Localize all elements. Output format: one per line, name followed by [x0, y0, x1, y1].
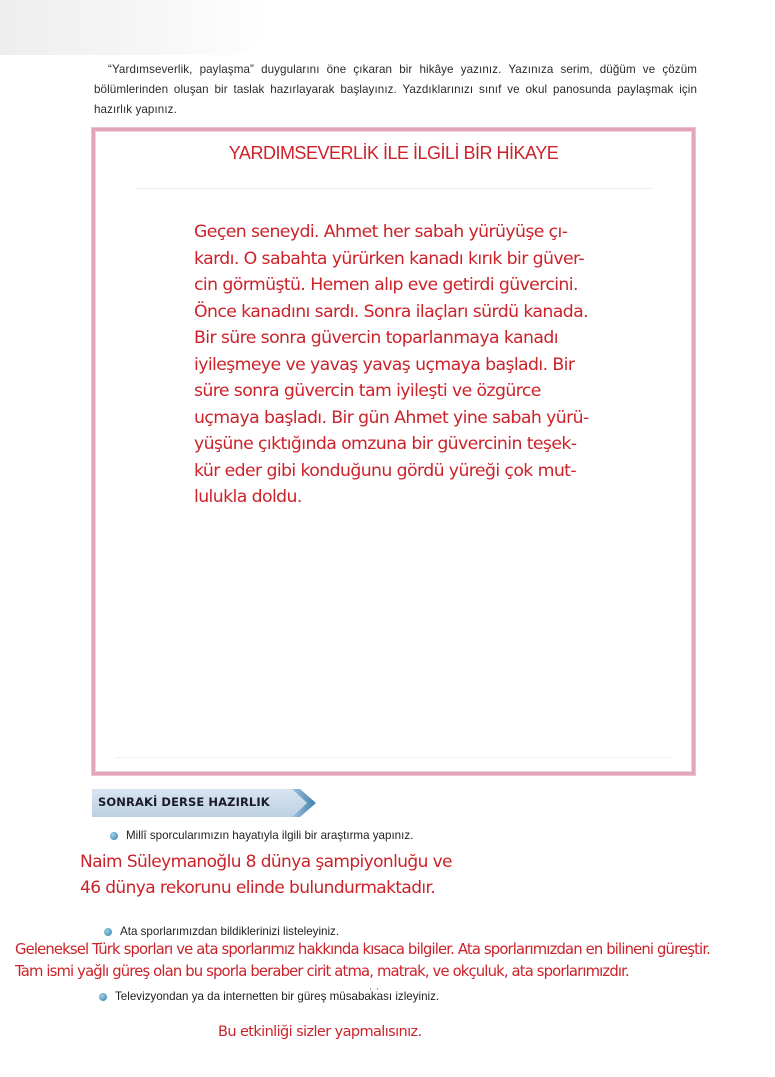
story-frame: [92, 128, 695, 775]
story-line: iyileşmeye ve yavaş yavaş uçmaya başladı. Bir: [194, 354, 575, 375]
task-item: [110, 829, 413, 842]
bullet-icon: [110, 832, 118, 840]
answer-text: [80, 849, 452, 901]
bullet-icon: [104, 928, 112, 936]
task-text: Ata sporlarımızdan bildiklerinizi listeleyiniz.: [120, 925, 340, 938]
answer-line: Tam ismi yağlı güreş olan bu sporla beraber cirit atma, matrak, ve okçuluk, ata sporlarımızdır.: [15, 963, 629, 980]
section-heading: SONRAKİ DERSE HAZIRLIK: [98, 795, 270, 809]
story-line: cin görmüştü. Hemen alıp eve getirdi güvercini.: [194, 275, 578, 295]
answer-text: Bu etkinliği sizler yapmalısınız.: [218, 1024, 422, 1040]
answer-line: Geleneksel Türk sporları ve ata sporlarımız hakkında kısaca bilgiler. Ata sporlarımızdan en bilineni güreştir.: [15, 941, 711, 958]
title-divider: [135, 188, 652, 189]
story-line: Önce kanadını sardı. Sonra ilaçları sürdü kanada.: [194, 301, 589, 322]
task-item: [104, 925, 339, 938]
frame-bottom-rule: [115, 757, 672, 758]
story-line: süre sonra güvercin tam iyileşti ve özgürce: [194, 381, 541, 401]
page-corner-shadow: [0, 0, 270, 55]
story-text: [194, 219, 632, 511]
task-text: Televizyondan ya da internetten bir güreş müsabakası izleyiniz.: [115, 990, 440, 1003]
story-line: kardı. O sabahta yürürken kanadı kırık bir güver-: [194, 248, 585, 269]
story-line: lulukla doldu.: [194, 487, 302, 507]
story-line: Geçen seneydi. Ahmet her sabah yürüyüşe çı-: [194, 222, 568, 242]
answer-text: [15, 939, 710, 983]
task-item: [99, 990, 439, 1003]
story-line: yüşüne çıktığında omzuna bir güvercinin teşek-: [194, 434, 577, 454]
bullet-icon: [99, 993, 107, 1001]
answer-line: 46 dünya rekorunu elinde bulundurmaktadır.: [80, 878, 436, 898]
writing-instruction: “Yardımseverlik, paylaşma” duygularını öne çıkaran bir hikâye yazınız. Yazınıza serim, düğüm ve çözüm bölümlerinden oluşan bir taslak hazırlayarak başlayınız. Yazdıklarınızı sınıf ve okul panosunda paylaşmak için hazırlık yapınız.: [94, 63, 697, 116]
story-line: kür eder gibi konduğunu gördü yüreği çok mut-: [194, 460, 576, 481]
answer-line: Naim Süleymanoğlu 8 dünya şampiyonluğu ve: [80, 852, 452, 872]
story-title: YARDIMSEVERLİK İLE İLGİLİ BİR HİKAYE: [228, 143, 559, 163]
story-line: Bir süre sonra güvercin toparlanmaya kanadı: [194, 328, 558, 348]
story-line: uçmaya başladı. Bir gün Ahmet yine sabah yürü-: [194, 407, 589, 428]
task-text: Millî sporcularımızın hayatıyla ilgili bir araştırma yapınız.: [126, 829, 414, 842]
